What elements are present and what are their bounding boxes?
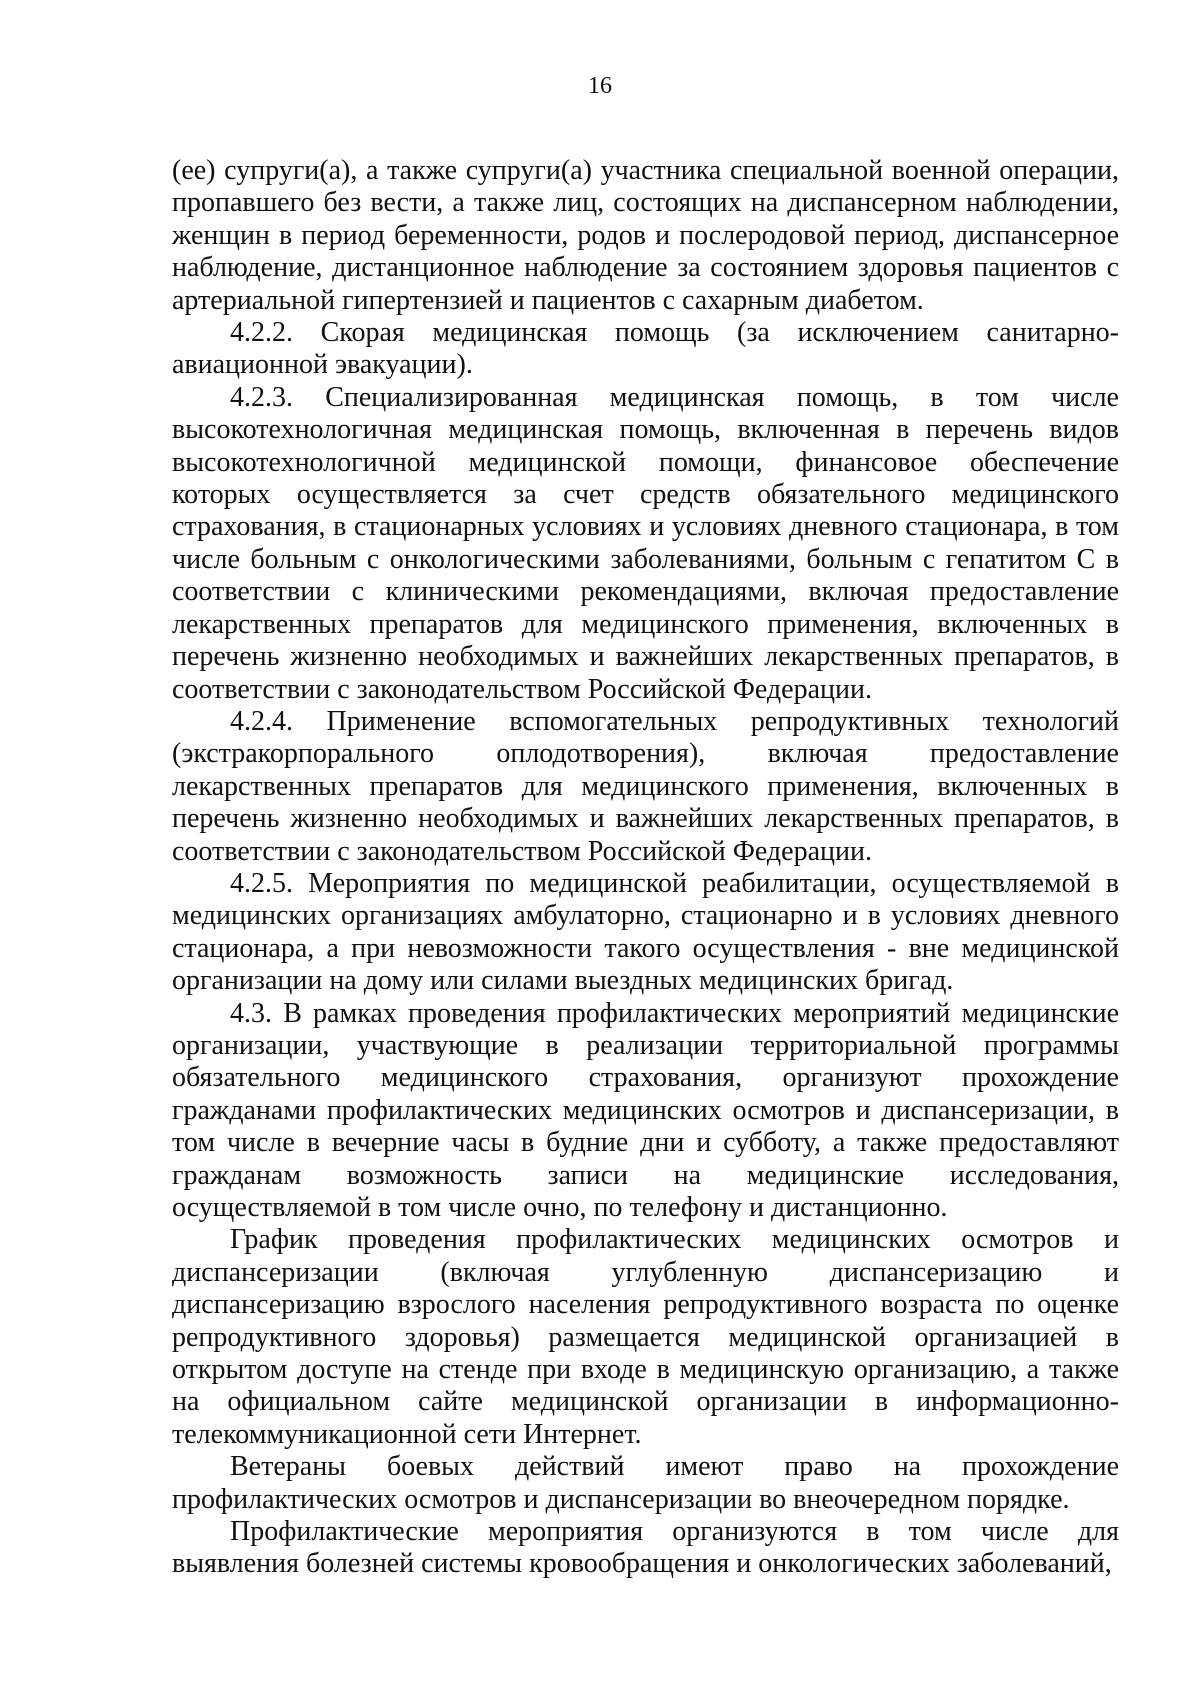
paragraph-schedule: График проведения профилактических медицинских осмотров и диспансеризации (включая углубленную диспансеризацию и диспансеризацию взрослого населения репродуктивного возраста по оценке репродуктивного здоровья) размещается медицинской организацией в открытом доступе на стенде при входе в медицинскую организацию, а также на официальном сайте медицинской организации в информационно-телекоммуникационной сети Интернет. bbox=[172, 1224, 1119, 1450]
paragraph-preventive-measures: Профилактические мероприятия организуются в том числе для выявления болезней системы кровообращения и онкологических заболеваний, bbox=[172, 1516, 1119, 1580]
paragraph-4-3: 4.3. В рамках проведения профилактических мероприятий медицинские организации, участвующие в реализации территориальной программы обязательного медицинского страхования, организуют прохождение гражданами профилактических медицинских осмотров и диспансеризации, в том числе в вечерние часы в будние дни и субботу, а также предоставляют гражданам возможность записи на медицинские исследования, осуществляемой в том числе очно, по телефону и дистанционно. bbox=[172, 997, 1119, 1223]
paragraph-continuation: (ее) супруги(а), а также супруги(а) участника специальной военной операции, пропавшего без вести, а также лиц, состоящих на диспансерном наблюдении, женщин в период беременности, родов и послеродовой период, диспансерное наблюдение, дистанционное наблюдение за состоянием здоровья пациентов с артериальной гипертензией и пациентов с сахарным диабетом. bbox=[172, 155, 1119, 316]
paragraph-4-2-2: 4.2.2. Скорая медицинская помощь (за исключением санитарно-авиационной эвакуации). bbox=[172, 317, 1119, 381]
paragraph-4-2-3: 4.2.3. Специализированная медицинская помощь, в том числе высокотехнологичная медицинская помощь, включенная в перечень видов высокотехнологичной медицинской помощи, финансовое обеспечение которых осуществляется за счет средств обязательного медицинского страхования, в стационарных условиях и условиях дневного стационара, в том числе больным с онкологическими заболеваниями, больным с гепатитом C в соответствии с клиническими рекомендациями, включая предоставление лекарственных препаратов для медицинского применения, включенных в перечень жизненно необходимых и важнейших лекарственных препаратов, в соответствии с законодательством Российской Федерации. bbox=[172, 381, 1119, 705]
paragraph-4-2-4: 4.2.4. Применение вспомогательных репродуктивных технологий (экстракорпорального оплодотворения), включая предоставление лекарственных препаратов для медицинского применения, включенных в перечень жизненно необходимых и важнейших лекарственных препаратов, в соответствии с законодательством Российской Федерации. bbox=[172, 705, 1119, 867]
page-number: 16 bbox=[588, 73, 612, 99]
paragraph-4-2-5: 4.2.5. Мероприятия по медицинской реабилитации, осуществляемой в медицинских организациях амбулаторно, стационарно и в условиях дневного стационара, а при невозможности такого осуществления - вне медицинской организации на дому или силами выездных медицинских бригад. bbox=[172, 867, 1119, 997]
paragraph-veterans: Ветераны боевых действий имеют право на прохождение профилактических осмотров и диспансеризации во внеочередном порядке. bbox=[172, 1451, 1119, 1515]
document-body bbox=[172, 155, 1119, 1581]
